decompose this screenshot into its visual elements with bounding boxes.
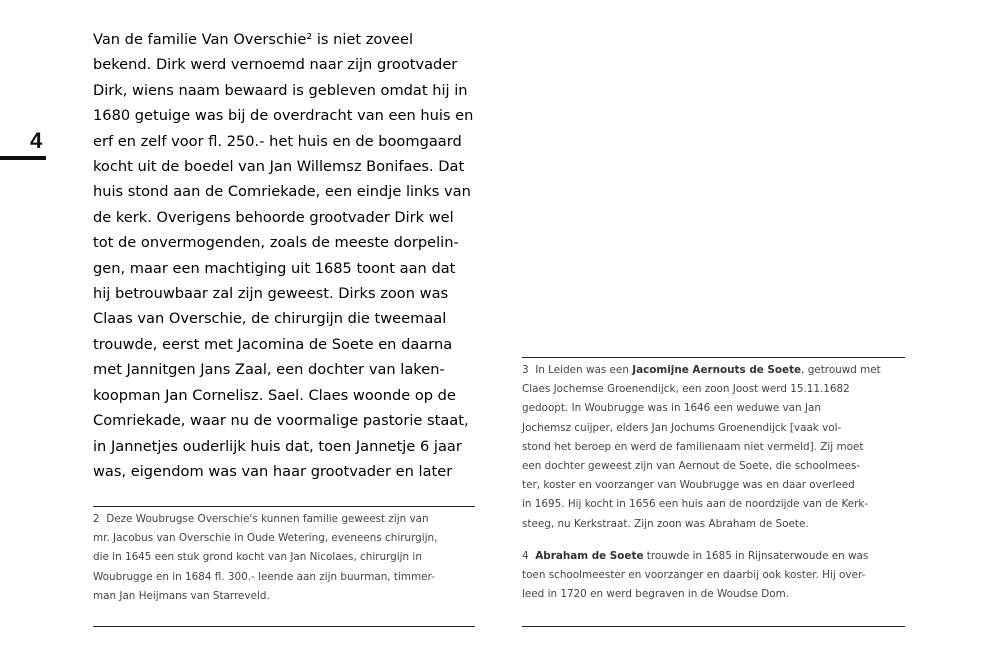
footnote-rule-top-left [93,506,475,507]
footnote-person-name: Jacomijne Aernouts de Soete [632,364,802,376]
footnote-line: Woubrugge en in 1684 fl. 300.- leende aan zijn buurman, timmer- [93,570,435,583]
footnote-2 [93,510,483,606]
main-body-text [93,27,483,484]
footnote-text: , getrouwd met [801,364,881,376]
text-line: gen, maar een machtiging uit 1685 toont aan dat [93,259,456,277]
text-line: Comriekade, waar nu de voormalige pastorie staat, [93,412,469,430]
footnote-text: trouwde in 1685 in Rijnsaterwoude en was [643,550,869,562]
text-line: met Jannitgen Jans Zaal, een dochter van laken- [93,361,445,379]
text-line: 1680 getuige was bij de overdracht van een huis en [93,107,474,125]
footnote-line: leed in 1720 en werd begraven in de Woudse Dom. [522,588,790,601]
footnote-line: een dochter geweest zijn van Aernout de Soete, die schoolmees- [522,460,861,473]
footnote-line: toen schoolmeester en voorzanger en daarbij ook koster. Hij over- [522,569,866,582]
footnote-line: gedoopt. In Woubrugge was in 1646 een weduwe van Jan [522,402,821,415]
footnote-person-name: Abraham de Soete [535,550,644,562]
text-line: Dirk, wiens naam bewaard is gebleven omdat hij in [93,81,468,99]
footnote-line: in 1695. Hij kocht in 1656 een huis aan de noordzijde van de Kerk- [522,498,869,511]
text-line: erf en zelf voor fl. 250.- het huis en de boomgaard [93,132,462,150]
footnote-rule-bottom-right [522,626,905,627]
text-line: tot de onvermogenden, zoals de meeste dorpelin- [93,234,459,252]
text-line: Claas van Overschie, de chirurgijn die tweemaal [93,310,447,328]
footnote-number: 3 [522,364,529,376]
footnote-text: In Leiden was een [535,364,629,376]
page-marker-bar [0,156,46,160]
text-line: huis stond aan de Comriekade, een eindje links van [93,183,471,201]
text-line: hij betrouwbaar zal zijn geweest. Dirks zoon was [93,285,449,303]
footnote-3 [522,361,922,534]
text-line: de kerk. Overigens behoorde grootvader Dirk wel [93,208,454,226]
footnote-text: Deze Woubrugse Overschie's kunnen familie geweest zijn van [106,513,429,525]
text-line: Van de familie Van Overschie² is niet zoveel [93,31,413,48]
text-line: bekend. Dirk werd vernoemd naar zijn grootvader [93,56,458,74]
text-line: was, eigendom was van haar grootvader en later [93,462,453,480]
page-number: 4 [30,128,43,153]
footnote-4 [522,547,922,605]
footnote-number: 2 [93,513,100,525]
footnote-line: die in 1645 een stuk grond kocht van Jan Nicolaes, chirurgijn in [93,551,422,564]
footnote-line: Jochemsz cuijper, elders Jan Jochums Groenendijck [vaak vol- [522,421,842,434]
footnote-line: man Jan Heijmans van Starreveld. [93,589,270,602]
text-line: koopman Jan Cornelisz. Sael. Claes woonde op de [93,386,456,404]
footnote-line: ter, koster en voorzanger van Woubrugge was en daar overleed [522,479,855,492]
footnote-rule-top-right [522,357,905,358]
text-line: trouwde, eerst met Jacomina de Soete en daarna [93,335,453,353]
footnote-number: 4 [522,550,529,562]
footnote-line: steeg, nu Kerkstraat. Zijn zoon was Abraham de Soete. [522,517,809,530]
text-line: in Jannetjes ouderlijk huis dat, toen Jannetje 6 jaar [93,437,462,455]
footnote-line: stond het beroep en werd de familienaam niet vermeld]. Zij moet [522,440,864,453]
footnote-line: mr. Jacobus van Overschie in Oude Wetering, eveneens chirurgijn, [93,532,438,545]
footnote-line: Claes Jochemse Groenendijck, een zoon Joost werd 15.11.1682 [522,383,850,396]
footnote-rule-bottom-left [93,626,475,627]
text-line: kocht uit de boedel van Jan Willemsz Bonifaes. Dat [93,158,465,176]
